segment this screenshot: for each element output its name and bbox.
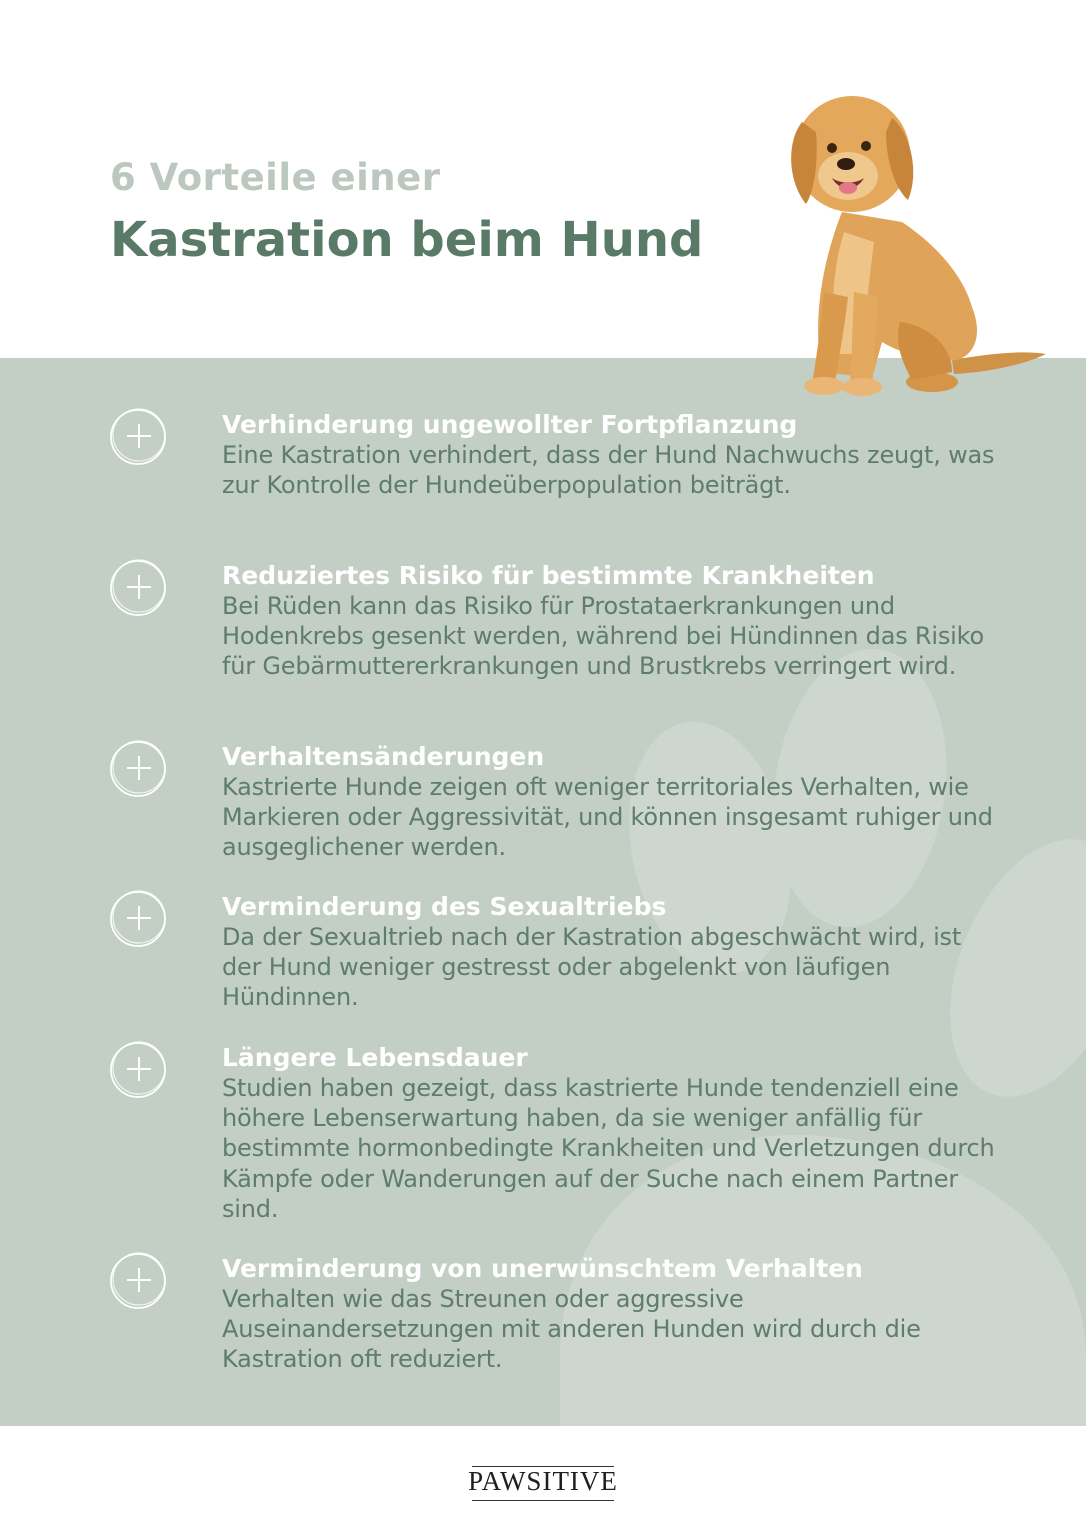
- circled-plus-icon: [108, 1250, 170, 1312]
- circled-plus-icon: [108, 557, 170, 619]
- brand-logo: PAWSITIVE: [468, 1466, 618, 1496]
- benefit-text: Verhalten wie das Streunen oder aggressive Auseinandersetzungen mit anderen Hunden wird durch die Kastration oft reduziert.: [222, 1285, 921, 1374]
- puppy-illustration: [782, 92, 1050, 398]
- page-title: Kastration beim Hund: [110, 212, 704, 268]
- benefit-text: Studien haben gezeigt, dass kastrierte Hunde tendenziell eine höhere Lebenserwartung haben, da sie weniger anfällig für bestimmte hormonbedingte Krankheiten und Verletzungen durch Kämpfe oder Wanderungen auf der Suche nach einem Partner sind.: [222, 1074, 995, 1223]
- benefit-title: Verhaltensänderungen: [222, 742, 545, 771]
- benefit-title: Verhinderung ungewollter Fortpflanzung: [222, 410, 798, 439]
- circled-plus-icon: [108, 888, 170, 950]
- benefit-text: Eine Kastration verhindert, dass der Hund Nachwuchs zeugt, was zur Kontrolle der Hundeüberpopulation beiträgt.: [222, 441, 995, 500]
- circled-plus-icon: [108, 1039, 170, 1101]
- footer: [0, 1426, 1086, 1536]
- benefit-text: Da der Sexualtrieb nach der Kastration abgeschwächt wird, ist der Hund weniger gestresst oder abgelenkt von läufigen Hündinnen.: [222, 923, 962, 1012]
- benefit-title: Verminderung von unerwünschtem Verhalten: [222, 1254, 863, 1283]
- benefit-title: Verminderung des Sexualtriebs: [222, 892, 667, 921]
- benefit-title: Reduziertes Risiko für bestimmte Krankheiten: [222, 561, 875, 590]
- brand-rule: [472, 1500, 614, 1501]
- benefit-text: Bei Rüden kann das Risiko für Prostataerkrankungen und Hodenkrebs gesenkt werden, während bei Hündinnen das Risiko für Gebärmuttererkrankungen und Brustkrebs verringert wird.: [222, 592, 984, 681]
- benefit-title: Längere Lebensdauer: [222, 1043, 528, 1072]
- benefit-text: Kastrierte Hunde zeigen oft weniger territoriales Verhalten, wie Markieren oder Aggressivität, und können insgesamt ruhiger und ausgeglichener werden.: [222, 773, 993, 862]
- circled-plus-icon: [108, 738, 170, 800]
- circled-plus-icon: [108, 406, 170, 468]
- benefits-panel: [0, 358, 1086, 1426]
- page-subtitle: 6 Vorteile einer: [110, 156, 441, 199]
